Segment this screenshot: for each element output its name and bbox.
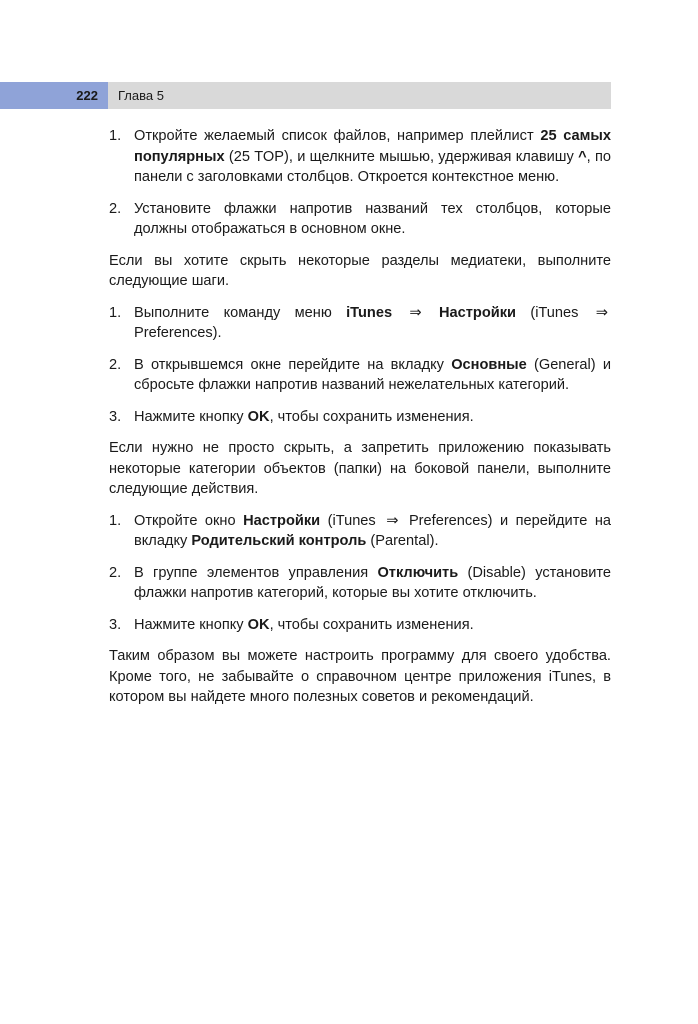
text-run: (Parental). [366, 533, 439, 549]
page-number: 222 [0, 82, 108, 109]
bold-term: Родительский контроль [191, 533, 367, 549]
text-run: , по панели с заголовками столбцов. Откроется контекстное меню. [134, 148, 611, 185]
list-text [134, 303, 611, 344]
list-item [109, 199, 611, 240]
text-run: Откройте окно [134, 512, 244, 529]
list-item [109, 511, 611, 552]
paragraph: Если нужно не просто скрыть, а запретить приложению показывать некоторые категории объектов (папки) на боковой панели, выполните следующие действия. [109, 440, 611, 497]
list-number: 3. [109, 616, 122, 633]
list-item [109, 407, 611, 428]
bold-term: Настройки [243, 512, 321, 529]
text-run: (General) и сбросьте флажки напротив названий нежелательных категорий. [134, 356, 611, 393]
list-number: 3. [109, 408, 122, 425]
list-item [109, 355, 611, 396]
list-number: 1. [109, 304, 122, 321]
bold-term: Основные [451, 356, 527, 373]
text-run: (iTunes [320, 512, 384, 529]
list-number: 2. [109, 200, 122, 217]
list-text [134, 511, 611, 552]
text-run: (Disable) установите флажки напротив категорий, которые вы хотите отключить. [134, 564, 611, 601]
arrow-icon: ⇒ [595, 304, 609, 321]
list-item [109, 615, 611, 636]
bold-term: Настройки [439, 304, 516, 321]
bold-term: Отключить [377, 564, 459, 581]
text-run: Выполните команду меню [134, 304, 347, 321]
bold-term: OK [247, 408, 270, 425]
bold-term: OK [247, 616, 270, 633]
text-run: , чтобы сохранить изменения. [269, 408, 474, 425]
text-run: Нажмите кнопку [134, 408, 248, 425]
text-run: Откройте желаемый список файлов, например плейлист [134, 128, 541, 144]
list-text [134, 126, 611, 188]
page-body [109, 126, 611, 719]
text-run: Preferences). [134, 325, 222, 341]
text-run: Preferences) и перейдите на вкладку [134, 512, 611, 549]
list-text [134, 563, 611, 604]
list-text [134, 615, 611, 636]
text-run: (iTunes [516, 304, 593, 321]
list-item [109, 126, 611, 188]
text-run: (25 TOP), и щелкните мышью, удерживая клавишу [224, 148, 579, 165]
list-number: 1. [109, 512, 122, 529]
bold-term: iTunes [346, 304, 393, 321]
list-number: 2. [109, 356, 122, 373]
text-run: В открывшемся окне перейдите на вкладку [134, 356, 452, 373]
page-header [0, 82, 611, 109]
text-run: , чтобы сохранить изменения. [269, 616, 474, 633]
paragraph: Если вы хотите скрыть некоторые разделы медиатеки, выполните следующие шаги. [109, 252, 611, 289]
text-run: В группе элементов управления [134, 564, 378, 581]
arrow-icon: ⇒ [386, 512, 399, 529]
list-text: Установите флажки напротив названий тех столбцов, которые должны отображаться в основном окне. [134, 200, 611, 237]
list-item [109, 563, 611, 604]
list-number: 2. [109, 564, 122, 581]
list-item [109, 303, 611, 344]
paragraph: Таким образом вы можете настроить программу для своего удобства. Кроме того, не забывайте о справочном центре приложения iTunes, в котором вы найдете много полезных советов и рекомендаций. [109, 648, 611, 705]
chapter-title: Глава 5 [108, 82, 611, 109]
arrow-icon: ⇒ [409, 304, 422, 321]
control-key-icon: ^ [578, 148, 587, 165]
bold-term: 25 самых популярных [134, 128, 611, 165]
list-text [134, 355, 611, 396]
list-number: 1. [109, 128, 122, 144]
list-text [134, 407, 611, 428]
text-run: Нажмите кнопку [134, 616, 248, 633]
